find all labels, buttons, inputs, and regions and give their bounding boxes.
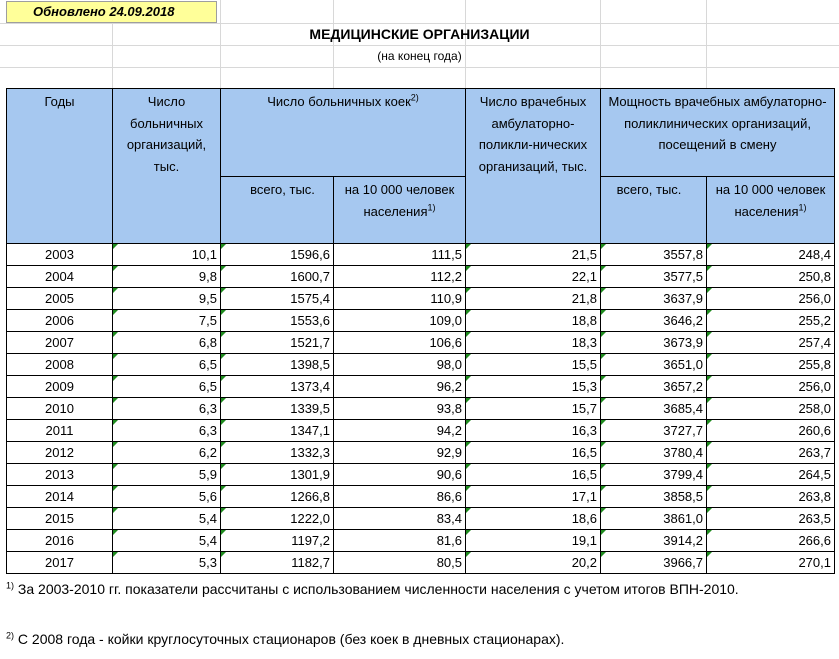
- header-beds-per10k-label: на 10 000 человек населения: [344, 182, 455, 219]
- table-row: [7, 464, 835, 486]
- table-row: [7, 266, 835, 288]
- cell-capacity-per10k[interactable]: 248,4: [707, 244, 835, 266]
- page-title: МЕДИЦИНСКИЕ ОРГАНИЗАЦИИ: [309, 26, 530, 42]
- cell-beds-per10k[interactable]: 80,5: [334, 552, 466, 574]
- cell-capacity-total[interactable]: 3651,0: [601, 354, 707, 376]
- cell-beds-total[interactable]: 1575,4: [221, 288, 334, 310]
- cell-hospitals[interactable]: 6,5: [113, 354, 221, 376]
- table-row: [7, 332, 835, 354]
- cell-beds-total[interactable]: 1197,2: [221, 530, 334, 552]
- cell-capacity-total[interactable]: 3673,9: [601, 332, 707, 354]
- page-subtitle: (на конец года): [377, 49, 462, 63]
- cell-capacity-total[interactable]: 3646,2: [601, 310, 707, 332]
- cell-year[interactable]: 2010: [7, 398, 113, 420]
- table-row: [7, 420, 835, 442]
- footnote-1-mark: 1): [6, 580, 15, 591]
- cell-year[interactable]: 2009: [7, 376, 113, 398]
- table-row: [7, 508, 835, 530]
- cell-beds-total[interactable]: 1398,5: [221, 354, 334, 376]
- cell-beds-per10k[interactable]: 98,0: [334, 354, 466, 376]
- gridline: [0, 67, 839, 68]
- cell-capacity-per10k[interactable]: 263,7: [707, 442, 835, 464]
- cell-beds-per10k[interactable]: 93,8: [334, 398, 466, 420]
- cell-beds-per10k[interactable]: 112,2: [334, 266, 466, 288]
- cell-year[interactable]: 2007: [7, 332, 113, 354]
- cell-year[interactable]: 2016: [7, 530, 113, 552]
- table-row: [7, 354, 835, 376]
- table-row: [7, 486, 835, 508]
- cell-year[interactable]: 2013: [7, 464, 113, 486]
- table-row: [7, 398, 835, 420]
- cell-capacity-per10k[interactable]: 260,6: [707, 420, 835, 442]
- cell-hospitals[interactable]: 6,8: [113, 332, 221, 354]
- footnote-1-text: За 2003-2010 гг. показатели рассчитаны с использованием численности населения с учетом итогов ВПН-2010.: [14, 581, 739, 597]
- cell-capacity-per10k[interactable]: 258,0: [707, 398, 835, 420]
- cell-clinics[interactable]: 17,1: [466, 486, 601, 508]
- cell-year[interactable]: 2004: [7, 266, 113, 288]
- cell-beds-total[interactable]: 1182,7: [221, 552, 334, 574]
- cell-clinics[interactable]: 21,5: [466, 244, 601, 266]
- cell-capacity-per10k[interactable]: 266,6: [707, 530, 835, 552]
- footnote-ref-1: 1): [798, 202, 807, 213]
- cell-capacity-per10k[interactable]: 264,5: [707, 464, 835, 486]
- cell-capacity-per10k[interactable]: 263,8: [707, 486, 835, 508]
- gridline: [0, 45, 839, 46]
- cell-year[interactable]: 2011: [7, 420, 113, 442]
- cell-beds-total[interactable]: 1347,1: [221, 420, 334, 442]
- cell-year[interactable]: 2017: [7, 552, 113, 574]
- gridline: [600, 0, 601, 88]
- cell-clinics[interactable]: 16,5: [466, 464, 601, 486]
- cell-year[interactable]: 2006: [7, 310, 113, 332]
- cell-capacity-total[interactable]: 3799,4: [601, 464, 707, 486]
- cell-capacity-total[interactable]: 3858,5: [601, 486, 707, 508]
- cell-clinics[interactable]: 16,5: [466, 442, 601, 464]
- gridline: [333, 0, 334, 88]
- table-row: [7, 552, 835, 574]
- cell-hospitals[interactable]: 6,5: [113, 376, 221, 398]
- header-capacity-per10k-label: на 10 000 человек населения: [715, 182, 826, 219]
- cell-clinics[interactable]: 22,1: [466, 266, 601, 288]
- cell-beds-total[interactable]: 1301,9: [221, 464, 334, 486]
- cell-clinics[interactable]: 16,3: [466, 420, 601, 442]
- cell-clinics[interactable]: 15,3: [466, 376, 601, 398]
- header-beds: [221, 89, 466, 177]
- gridline: [706, 0, 707, 88]
- table-row: [7, 244, 835, 266]
- footnote-2-text: С 2008 года - койки круглосуточных стационаров (без коек в дневных стационарах).: [14, 631, 565, 647]
- footnote-2: [6, 628, 832, 650]
- cell-beds-per10k[interactable]: 96,2: [334, 376, 466, 398]
- table-body: [7, 244, 835, 574]
- cell-year[interactable]: 2014: [7, 486, 113, 508]
- cell-beds-total[interactable]: 1266,8: [221, 486, 334, 508]
- cell-beds-total[interactable]: 1222,0: [221, 508, 334, 530]
- cell-beds-per10k[interactable]: 109,0: [334, 310, 466, 332]
- cell-hospitals[interactable]: 10,1: [113, 244, 221, 266]
- cell-capacity-per10k[interactable]: 257,4: [707, 332, 835, 354]
- gridline: [465, 0, 466, 88]
- table-row: [7, 288, 835, 310]
- cell-hospitals[interactable]: 7,5: [113, 310, 221, 332]
- table-row: [7, 376, 835, 398]
- cell-beds-per10k[interactable]: 81,6: [334, 530, 466, 552]
- cell-year[interactable]: 2003: [7, 244, 113, 266]
- header-beds-per10k: [334, 177, 466, 244]
- cell-capacity-total[interactable]: 3577,5: [601, 266, 707, 288]
- cell-capacity-total[interactable]: 3861,0: [601, 508, 707, 530]
- header-capacity-per10k: [707, 177, 835, 244]
- cell-hospitals[interactable]: 6,3: [113, 420, 221, 442]
- cell-hospitals[interactable]: 5,3: [113, 552, 221, 574]
- cell-capacity-total[interactable]: 3657,2: [601, 376, 707, 398]
- cell-year[interactable]: 2015: [7, 508, 113, 530]
- cell-hospitals[interactable]: 5,4: [113, 508, 221, 530]
- cell-beds-per10k[interactable]: 94,2: [334, 420, 466, 442]
- cell-beds-per10k[interactable]: 90,6: [334, 464, 466, 486]
- cell-clinics[interactable]: 18,8: [466, 310, 601, 332]
- cell-hospitals[interactable]: 5,9: [113, 464, 221, 486]
- header-years: Годы: [7, 89, 113, 244]
- gridline: [220, 0, 221, 88]
- header-beds-label: Число больничных коек: [267, 94, 411, 109]
- cell-hospitals[interactable]: 6,3: [113, 398, 221, 420]
- updated-date-label: Обновлено 24.09.2018: [6, 1, 217, 23]
- cell-capacity-per10k[interactable]: 255,8: [707, 354, 835, 376]
- header-capacity: Мощность врачебных амбулаторно-поликлинических организаций, посещений в смену: [601, 89, 835, 177]
- cell-capacity-total[interactable]: 3685,4: [601, 398, 707, 420]
- footnote-ref-1: 1): [427, 202, 436, 213]
- cell-clinics[interactable]: 18,6: [466, 508, 601, 530]
- cell-capacity-per10k[interactable]: 270,1: [707, 552, 835, 574]
- cell-hospitals[interactable]: 6,2: [113, 442, 221, 464]
- cell-beds-total[interactable]: 1600,7: [221, 266, 334, 288]
- header-capacity-total: всего, тыс.: [601, 177, 707, 244]
- cell-hospitals[interactable]: 9,8: [113, 266, 221, 288]
- medical-organizations-table: [6, 88, 835, 574]
- footnote-1: [6, 578, 832, 600]
- cell-beds-total[interactable]: 1373,4: [221, 376, 334, 398]
- cell-capacity-total[interactable]: 3966,7: [601, 552, 707, 574]
- cell-hospitals[interactable]: 9,5: [113, 288, 221, 310]
- cell-beds-per10k[interactable]: 106,6: [334, 332, 466, 354]
- table-row: [7, 442, 835, 464]
- cell-clinics[interactable]: 15,5: [466, 354, 601, 376]
- header-hospitals: Число больничных организаций, тыс.: [113, 89, 221, 244]
- cell-beds-per10k[interactable]: 110,9: [334, 288, 466, 310]
- cell-clinics[interactable]: 19,1: [466, 530, 601, 552]
- cell-beds-per10k[interactable]: 86,6: [334, 486, 466, 508]
- footnote-ref-2: 2): [410, 92, 419, 103]
- cell-beds-per10k[interactable]: 92,9: [334, 442, 466, 464]
- header-beds-total: всего, тыс.: [221, 177, 334, 244]
- cell-year[interactable]: 2005: [7, 288, 113, 310]
- cell-capacity-total[interactable]: 3637,9: [601, 288, 707, 310]
- cell-beds-per10k[interactable]: 83,4: [334, 508, 466, 530]
- cell-clinics[interactable]: 21,8: [466, 288, 601, 310]
- cell-capacity-per10k[interactable]: 256,0: [707, 376, 835, 398]
- footnote-2-mark: 2): [6, 630, 15, 641]
- cell-beds-total[interactable]: 1332,3: [221, 442, 334, 464]
- cell-beds-total[interactable]: 1521,7: [221, 332, 334, 354]
- table-row: [7, 530, 835, 552]
- cell-clinics[interactable]: 15,7: [466, 398, 601, 420]
- cell-beds-per10k[interactable]: 111,5: [334, 244, 466, 266]
- cell-capacity-total[interactable]: 3914,2: [601, 530, 707, 552]
- cell-beds-total[interactable]: 1596,6: [221, 244, 334, 266]
- cell-capacity-per10k[interactable]: 250,8: [707, 266, 835, 288]
- cell-capacity-per10k[interactable]: 256,0: [707, 288, 835, 310]
- cell-capacity-total[interactable]: 3727,7: [601, 420, 707, 442]
- cell-clinics[interactable]: 18,3: [466, 332, 601, 354]
- cell-beds-total[interactable]: 1339,5: [221, 398, 334, 420]
- cell-capacity-per10k[interactable]: 263,5: [707, 508, 835, 530]
- cell-year[interactable]: 2012: [7, 442, 113, 464]
- cell-beds-total[interactable]: 1553,6: [221, 310, 334, 332]
- cell-capacity-total[interactable]: 3780,4: [601, 442, 707, 464]
- cell-year[interactable]: 2008: [7, 354, 113, 376]
- table-row: [7, 310, 835, 332]
- cell-hospitals[interactable]: 5,6: [113, 486, 221, 508]
- cell-clinics[interactable]: 20,2: [466, 552, 601, 574]
- cell-hospitals[interactable]: 5,4: [113, 530, 221, 552]
- cell-capacity-per10k[interactable]: 255,2: [707, 310, 835, 332]
- cell-capacity-total[interactable]: 3557,8: [601, 244, 707, 266]
- header-clinics: Число врачебных амбулаторно-поликли-нических организаций, тыс.: [466, 89, 601, 244]
